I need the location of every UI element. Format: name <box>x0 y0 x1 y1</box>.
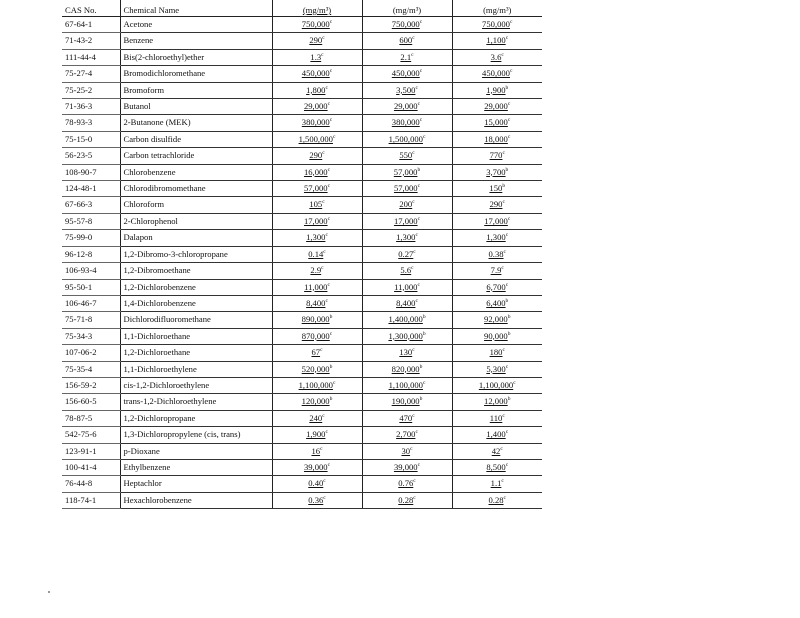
col3-header: (mg/m³) <box>272 0 362 17</box>
chemical-name: Ethylbenzene <box>120 459 272 475</box>
value-cell-2: 39,000$^c$ <box>362 459 452 475</box>
table-row <box>62 361 542 377</box>
chemical-name: Acetone <box>120 17 272 33</box>
chemical-name: Bis(2-chloroethyl)ether <box>120 49 272 65</box>
cas-number: 95-57-8 <box>62 213 120 229</box>
value-cell-3: 7.9$^c$ <box>452 263 542 279</box>
value-cell-1: 1.3$^c$ <box>272 49 362 65</box>
value-cell-1: 450,000$^c$ <box>272 66 362 82</box>
cas-number: 95-50-1 <box>62 279 120 295</box>
table-body <box>62 17 542 509</box>
value-cell-2: 5.6$^c$ <box>362 263 452 279</box>
chemical-name: Butanol <box>120 99 272 115</box>
value-cell-1: 39,000$^c$ <box>272 459 362 475</box>
cas-number: 75-71-8 <box>62 312 120 328</box>
value-cell-1: 1,300$^c$ <box>272 230 362 246</box>
value-cell-3: 750,000$^c$ <box>452 17 542 33</box>
value-cell-2: 29,000$^c$ <box>362 99 452 115</box>
cas-number: 75-15-0 <box>62 131 120 147</box>
value-cell-1: 0.14$^c$ <box>272 246 362 262</box>
value-cell-3: 1,900$^b$ <box>452 82 542 98</box>
value-cell-1: 120,000$^b$ <box>272 394 362 410</box>
cas-number: 100-41-4 <box>62 459 120 475</box>
value-cell-2: 8,400$^c$ <box>362 295 452 311</box>
value-cell-2: 380,000$^c$ <box>362 115 452 131</box>
table-row <box>62 263 542 279</box>
value-cell-1: 0.40$^c$ <box>272 476 362 492</box>
value-cell-2: 17,000$^c$ <box>362 213 452 229</box>
name-header: Chemical Name <box>120 0 272 17</box>
cas-number: 111-44-4 <box>62 49 120 65</box>
value-cell-1: 290$^c$ <box>272 148 362 164</box>
cas-number: 75-34-3 <box>62 328 120 344</box>
cas-number: 124-48-1 <box>62 181 120 197</box>
value-cell-1: 870,000$^c$ <box>272 328 362 344</box>
chemical-name: Dalapon <box>120 230 272 246</box>
cas-number: 67-64-1 <box>62 17 120 33</box>
value-cell-3: 3,700$^b$ <box>452 164 542 180</box>
value-cell-2: 0.27$^c$ <box>362 246 452 262</box>
cas-number: 118-74-1 <box>62 492 120 508</box>
col5-header: (mg/m³) <box>452 0 542 17</box>
value-cell-1: 380,000$^c$ <box>272 115 362 131</box>
chemical-name: cis-1,2-Dichloroethylene <box>120 377 272 393</box>
chemical-name: p-Dioxane <box>120 443 272 459</box>
value-cell-2: 1,300,000$^b$ <box>362 328 452 344</box>
value-cell-1: 520,000$^b$ <box>272 361 362 377</box>
chemical-name: 1,2-Dichloroethane <box>120 345 272 361</box>
chemical-name: Chlorodibromomethane <box>120 181 272 197</box>
value-cell-2: 0.28$^c$ <box>362 492 452 508</box>
cas-number: 107-06-2 <box>62 345 120 361</box>
cas-number: 108-90-7 <box>62 164 120 180</box>
value-cell-3: 18,000$^c$ <box>452 131 542 147</box>
chemical-name: Hexachlorobenzene <box>120 492 272 508</box>
col4-header: (mg/m³) <box>362 0 452 17</box>
table-row <box>62 476 542 492</box>
chemical-name: 2-Chlorophenol <box>120 213 272 229</box>
value-cell-1: 105$^c$ <box>272 197 362 213</box>
chemical-name: trans-1,2-Dichloroethylene <box>120 394 272 410</box>
value-cell-3: 90,000$^b$ <box>452 328 542 344</box>
value-cell-2: 450,000$^c$ <box>362 66 452 82</box>
value-cell-2: 470$^c$ <box>362 410 452 426</box>
cas-number: 67-66-3 <box>62 197 120 213</box>
table-row <box>62 164 542 180</box>
value-cell-3: 17,000$^c$ <box>452 213 542 229</box>
chemical-name: Chlorobenzene <box>120 164 272 180</box>
value-cell-1: 17,000$^c$ <box>272 213 362 229</box>
table-row <box>62 246 542 262</box>
table-row <box>62 312 542 328</box>
value-cell-1: 1,500,000$^c$ <box>272 131 362 147</box>
value-cell-1: 750,000$^c$ <box>272 17 362 33</box>
chemical-name: Heptachlor <box>120 476 272 492</box>
value-cell-2: 11,000$^c$ <box>362 279 452 295</box>
cas-number: 156-60-5 <box>62 394 120 410</box>
cas-number: 78-87-5 <box>62 410 120 426</box>
value-cell-1: 8,400$^c$ <box>272 295 362 311</box>
value-cell-2: 1,500,000$^c$ <box>362 131 452 147</box>
value-cell-2: 30$^c$ <box>362 443 452 459</box>
cas-header: CAS No. <box>62 0 120 17</box>
cas-number: 156-59-2 <box>62 377 120 393</box>
cas-number: 75-35-4 <box>62 361 120 377</box>
chemical-name: 1,2-Dibromo-3-chloropropane <box>120 246 272 262</box>
chemical-name: 1,2-Dichloropropane <box>120 410 272 426</box>
page-mark <box>48 591 50 593</box>
value-cell-3: 1.1$^c$ <box>452 476 542 492</box>
value-cell-2: 3,500$^c$ <box>362 82 452 98</box>
value-cell-2: 57,000$^b$ <box>362 164 452 180</box>
table-row <box>62 115 542 131</box>
table-row <box>62 443 542 459</box>
value-cell-3: 150$^b$ <box>452 181 542 197</box>
chemical-name: 1,2-Dichlorobenzene <box>120 279 272 295</box>
table-row <box>62 131 542 147</box>
cas-number: 542-75-6 <box>62 427 120 443</box>
value-cell-3: 1,300$^c$ <box>452 230 542 246</box>
value-cell-2: 550$^c$ <box>362 148 452 164</box>
table-row <box>62 99 542 115</box>
value-cell-3: 15,000$^c$ <box>452 115 542 131</box>
value-cell-2: 2.1$^c$ <box>362 49 452 65</box>
value-cell-2: 190,000$^b$ <box>362 394 452 410</box>
value-cell-3: 450,000$^c$ <box>452 66 542 82</box>
chemical-table <box>62 0 542 509</box>
chemical-name: 1,4-Dichlorobenzene <box>120 295 272 311</box>
table-row <box>62 17 542 33</box>
table-row <box>62 213 542 229</box>
cas-number: 106-93-4 <box>62 263 120 279</box>
table-row <box>62 66 542 82</box>
chemical-name: Bromodichloromethane <box>120 66 272 82</box>
value-cell-2: 2,700$^c$ <box>362 427 452 443</box>
table-row <box>62 82 542 98</box>
value-cell-3: 6,700$^c$ <box>452 279 542 295</box>
table-header-row <box>62 0 542 17</box>
value-cell-3: 42$^c$ <box>452 443 542 459</box>
chemical-name: 1,2-Dibromoethane <box>120 263 272 279</box>
value-cell-2: 0.76$^c$ <box>362 476 452 492</box>
value-cell-3: 1,400$^c$ <box>452 427 542 443</box>
value-cell-1: 890,000$^b$ <box>272 312 362 328</box>
value-cell-1: 16,000$^c$ <box>272 164 362 180</box>
value-cell-3: 92,000$^b$ <box>452 312 542 328</box>
chemical-name: 2-Butanone (MEK) <box>120 115 272 131</box>
table-row <box>62 197 542 213</box>
cas-number: 56-23-5 <box>62 148 120 164</box>
value-cell-2: 1,400,000$^b$ <box>362 312 452 328</box>
cas-number: 123-91-1 <box>62 443 120 459</box>
value-cell-1: 0.36$^c$ <box>272 492 362 508</box>
cas-number: 75-25-2 <box>62 82 120 98</box>
value-cell-2: 1,300$^c$ <box>362 230 452 246</box>
value-cell-1: 67$^c$ <box>272 345 362 361</box>
table-row <box>62 181 542 197</box>
table-row <box>62 492 542 508</box>
cas-number: 71-43-2 <box>62 33 120 49</box>
table-row <box>62 230 542 246</box>
value-cell-1: 290$^c$ <box>272 33 362 49</box>
document-page <box>62 0 542 509</box>
cas-number: 71-36-3 <box>62 99 120 115</box>
table-row <box>62 328 542 344</box>
chemical-name: Carbon tetrachloride <box>120 148 272 164</box>
value-cell-3: 5,300$^c$ <box>452 361 542 377</box>
value-cell-1: 11,000$^c$ <box>272 279 362 295</box>
table-row <box>62 459 542 475</box>
value-cell-1: 16$^c$ <box>272 443 362 459</box>
chemical-name: 1,3-Dichloropropylene (cis, trans) <box>120 427 272 443</box>
value-cell-1: 1,100,000$^c$ <box>272 377 362 393</box>
table-row <box>62 49 542 65</box>
value-cell-3: 8,500$^c$ <box>452 459 542 475</box>
value-cell-2: 130$^c$ <box>362 345 452 361</box>
chemical-name: Chloroform <box>120 197 272 213</box>
value-cell-3: 12,000$^b$ <box>452 394 542 410</box>
chemical-name: 1,1-Dichloroethane <box>120 328 272 344</box>
value-cell-3: 0.28$^c$ <box>452 492 542 508</box>
value-cell-1: 240$^c$ <box>272 410 362 426</box>
value-cell-2: 200$^c$ <box>362 197 452 213</box>
cas-number: 96-12-8 <box>62 246 120 262</box>
table-row <box>62 295 542 311</box>
value-cell-1: 29,000$^c$ <box>272 99 362 115</box>
table-row <box>62 148 542 164</box>
chemical-name: Carbon disulfide <box>120 131 272 147</box>
value-cell-1: 1,800$^c$ <box>272 82 362 98</box>
value-cell-2: 57,000$^c$ <box>362 181 452 197</box>
value-cell-2: 1,100,000$^c$ <box>362 377 452 393</box>
value-cell-3: 770$^c$ <box>452 148 542 164</box>
cas-number: 76-44-8 <box>62 476 120 492</box>
value-cell-3: 29,000$^c$ <box>452 99 542 115</box>
table-row <box>62 427 542 443</box>
table-row <box>62 394 542 410</box>
cas-number: 106-46-7 <box>62 295 120 311</box>
table-row <box>62 33 542 49</box>
value-cell-3: 0.38$^c$ <box>452 246 542 262</box>
chemical-name: Benzene <box>120 33 272 49</box>
table-row <box>62 279 542 295</box>
chemical-name: Dichlorodifluoromethane <box>120 312 272 328</box>
table-row <box>62 410 542 426</box>
value-cell-3: 3.6$^c$ <box>452 49 542 65</box>
value-cell-3: 6,400$^b$ <box>452 295 542 311</box>
value-cell-3: 180$^c$ <box>452 345 542 361</box>
value-cell-2: 600$^c$ <box>362 33 452 49</box>
value-cell-3: 290$^c$ <box>452 197 542 213</box>
table-row <box>62 345 542 361</box>
cas-number: 75-99-0 <box>62 230 120 246</box>
value-cell-2: 750,000$^c$ <box>362 17 452 33</box>
value-cell-2: 820,000$^b$ <box>362 361 452 377</box>
table-row <box>62 377 542 393</box>
value-cell-3: 110$^c$ <box>452 410 542 426</box>
value-cell-1: 2.9$^c$ <box>272 263 362 279</box>
cas-number: 75-27-4 <box>62 66 120 82</box>
value-cell-3: 1,100$^c$ <box>452 33 542 49</box>
value-cell-3: 1,100,000$^c$ <box>452 377 542 393</box>
cas-number: 78-93-3 <box>62 115 120 131</box>
value-cell-1: 1,900$^c$ <box>272 427 362 443</box>
value-cell-1: 57,000$^c$ <box>272 181 362 197</box>
chemical-name: Bromoform <box>120 82 272 98</box>
chemical-name: 1,1-Dichloroethylene <box>120 361 272 377</box>
